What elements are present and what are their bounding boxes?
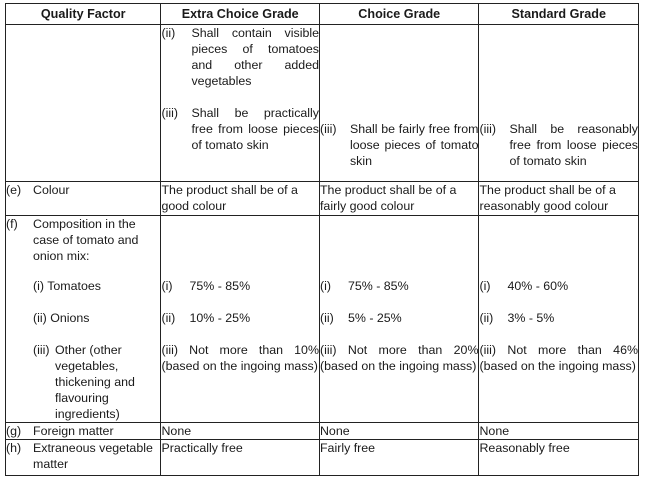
list-item: (ii) 10% - 25% <box>161 311 251 325</box>
list-item: (i) 75% - 85% <box>161 279 251 293</box>
foreign-extra-cell: None <box>161 423 320 440</box>
list-item: (iii) Not more than 20% (based on the ingoing mass) <box>319 343 479 373</box>
header-quality-factor: Quality Factor <box>6 4 161 25</box>
list-item: (i) 40% - 60% <box>479 279 569 293</box>
cont-extra-cell <box>161 25 320 182</box>
composition-choice-cell <box>319 216 479 423</box>
colour-factor-cell: (e) Colour <box>6 182 161 216</box>
colour-extra-cell: The product shall be of a good colour <box>161 182 320 216</box>
row-composition <box>6 216 639 423</box>
colour-standard-cell: The product shall be of a reasonably good colour <box>479 182 639 216</box>
extraneous-choice-cell: Fairly free <box>319 440 479 476</box>
extraneous-extra-cell: Practically free <box>161 440 320 476</box>
list-item: (ii) 3% - 5% <box>479 311 555 325</box>
foreign-factor-cell: (g) Foreign matter <box>6 423 161 440</box>
row-colour <box>6 182 639 216</box>
list-item: (ii) Shall contain visible pieces of tomatoes and other added vegetables <box>161 26 319 88</box>
composition-factor-cell: (f) Composition in the case of tomato and onion mix: (i) Tomatoes (ii) Onions (iii) Other (other vegetables, thickening and flavouring ingredients) <box>6 216 161 423</box>
list-item: (iii) Shall be fairly free from loose pieces of tomato skin <box>319 122 479 168</box>
cont-factor-cell <box>6 25 161 182</box>
row-extraneous-matter <box>6 440 639 476</box>
row-continued <box>6 25 639 182</box>
list-item: (i) 75% - 85% <box>319 279 409 293</box>
extraneous-standard-cell: Reasonably free <box>479 440 639 476</box>
quality-grades-table <box>5 3 639 476</box>
composition-extra-cell <box>161 216 320 423</box>
list-item: (iii) Not more than 10% (based on the ingoing mass) <box>161 343 319 373</box>
colour-choice-cell: The product shall be of a fairly good colour <box>319 182 479 216</box>
extraneous-factor-cell: (h) Extraneous vegetable matter <box>6 440 161 476</box>
composition-standard-cell <box>479 216 639 423</box>
cont-choice-cell <box>319 25 479 182</box>
foreign-choice-cell: None <box>319 423 479 440</box>
header-standard-grade: Standard Grade <box>479 4 639 25</box>
header-row <box>6 4 639 25</box>
header-extra-choice-grade: Extra Choice Grade <box>161 4 320 25</box>
list-item: (iii) Shall be reasonably free from loose pieces of tomato skin <box>479 122 638 168</box>
foreign-standard-cell: None <box>479 423 639 440</box>
list-item: (ii) 5% - 25% <box>319 311 402 325</box>
list-item: (iii) Not more than 46% (based on the ingoing mass) <box>479 343 638 373</box>
header-choice-grade: Choice Grade <box>319 4 479 25</box>
cont-standard-cell <box>479 25 639 182</box>
row-foreign-matter <box>6 423 639 440</box>
list-item: (iii) Shall be practically free from loose pieces of tomato skin <box>161 106 319 152</box>
